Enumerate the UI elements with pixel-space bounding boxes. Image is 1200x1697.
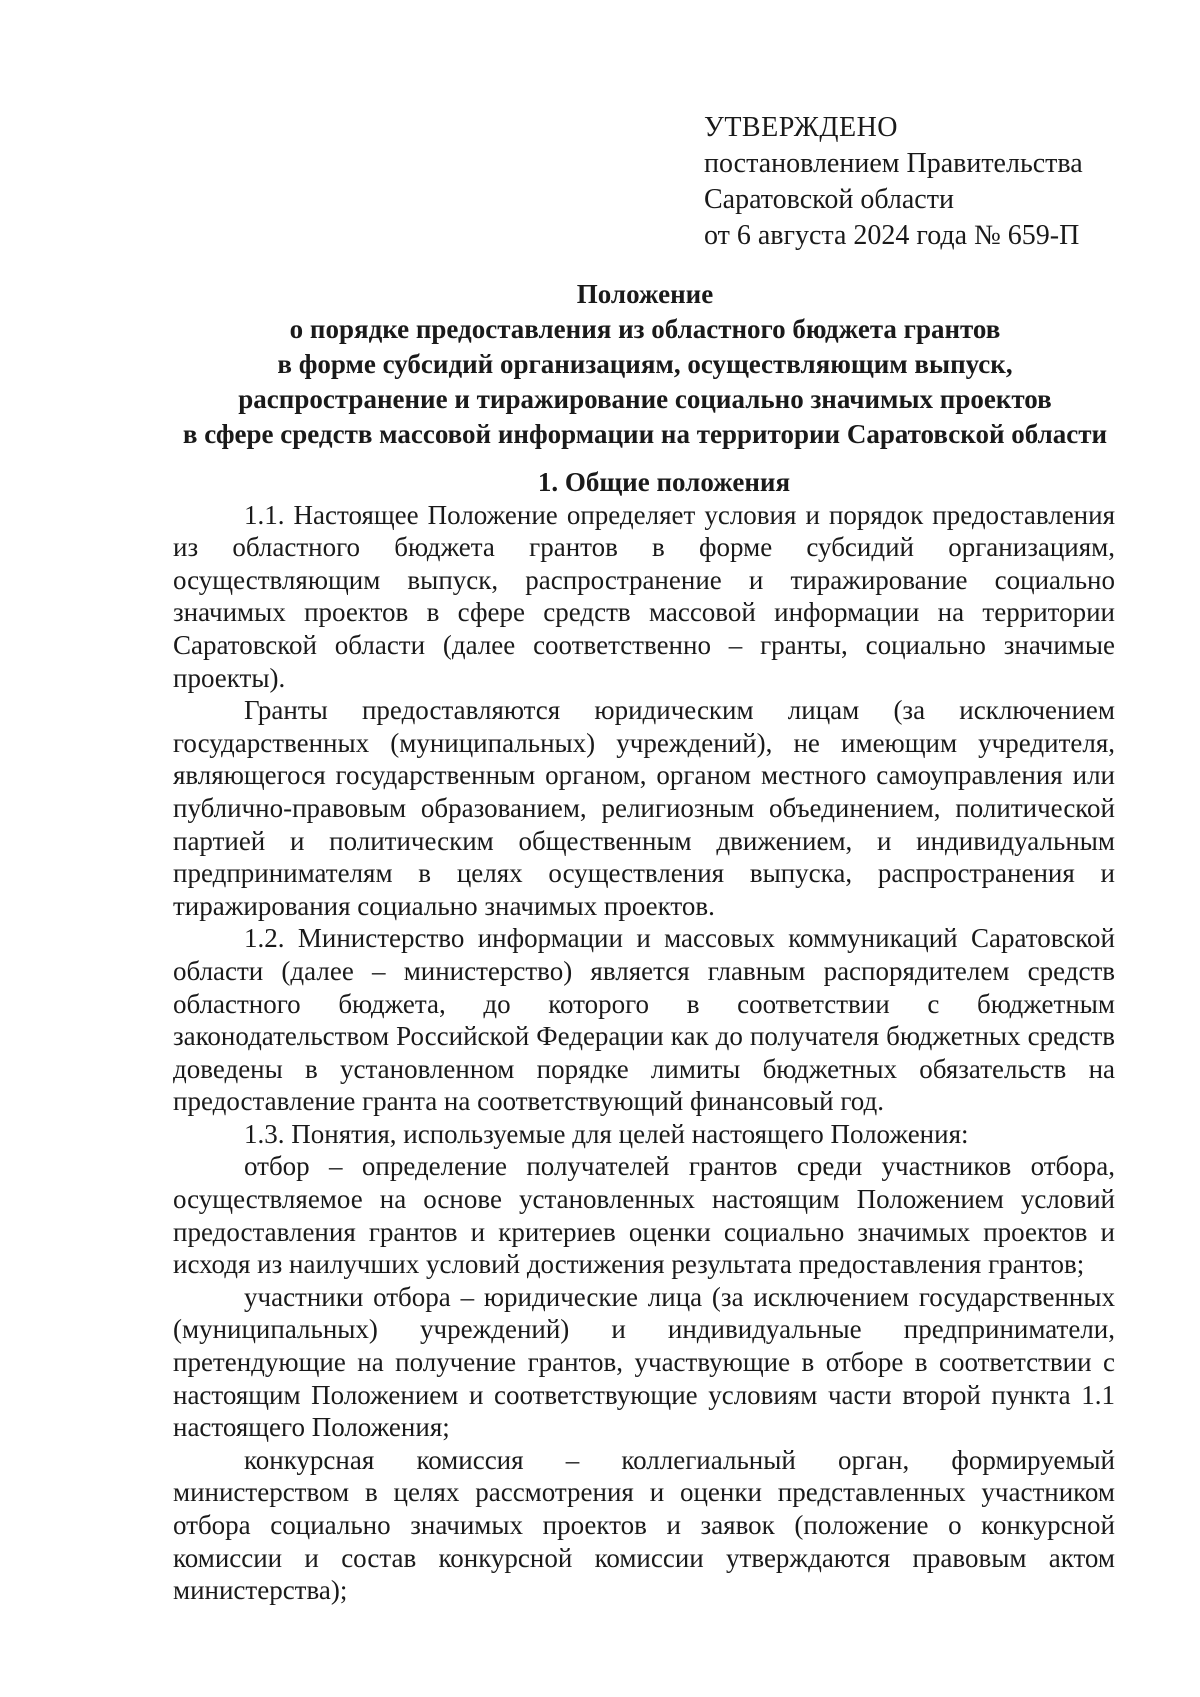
document-body [173,466,1115,1607]
paragraph-definition-participants: участники отбора – юридические лица (за исключением государственных (муниципальных) учреждений) и индивидуальные предприниматели, претендующие на получение грантов, участвующие в отборе в соответствии с настоящим Положением и соответствующие условиям части второй пункта 1.1 настоящего Положения; [173,1281,1115,1443]
paragraph-1-2: 1.2. Министерство информации и массовых коммуникаций Саратовской области (далее – министерство) является главным распорядителем средств областного бюджета, до которого в соответствии с бюджетным законодательством Российской Федерации как до получателя бюджетных средств доведены в установленном порядке лимиты бюджетных обязательств на предоставление гранта на соответствующий финансовый год. [173,923,1115,1117]
title-line-1: Положение [576,279,714,309]
paragraph-definition-commission: конкурсная комиссия – коллегиальный орган, формируемый министерством в целях рассмотрения и оценки представленных участником отбора социально значимых проектов и заявок (положение о конкурсной комиссии и состав конкурсной комиссии утверждаются правовым актом министерства); [173,1444,1115,1606]
approval-line-3: от 6 августа 2024 года № 659-П [704,220,1080,251]
title-line-2: о порядке предоставления из областного бюджета грантов [289,314,1001,344]
paragraph-1-3: 1.3. Понятия, используемые для целей настоящего Положения: [244,1118,969,1149]
approval-line-2: Саратовской области [704,184,954,215]
title-line-3: в форме субсидий организациям, осуществляющим выпуск, [277,349,1013,379]
approval-line-1: постановлением Правительства [704,148,1083,179]
section-heading: 1. Общие положения [537,467,791,497]
document-title [150,277,1140,452]
approval-block [704,110,1124,254]
paragraph-1-1: 1.1. Настоящее Положение определяет условия и порядок предоставления из областного бюджета грантов в форме субсидий организациям, осуществляющим выпуск, распространение и тиражирование социально значимых проектов в сфере средств массовой информации на территории Саратовской области (далее соответственно – гранты, социально значимые проекты). [173,499,1115,693]
approval-stamp: УТВЕРЖДЕНО [704,112,899,143]
title-line-4: распространение и тиражирование социально значимых проектов [238,384,1052,414]
paragraph-grants: Гранты предоставляются юридическим лицам (за исключением государственных (муниципальных) учреждений), не имеющим учредителя, являющегося государственным органом, органом местного самоуправления или публично-правовым образованием, религиозным объединением, политической партией и политическим общественным движением, и индивидуальным предпринимателям в целях осуществления выпуска, распространения и тиражирования социально значимых проектов. [173,695,1115,921]
title-line-5: в сфере средств массовой информации на территории Саратовской области [182,419,1108,449]
paragraph-definition-selection: отбор – определение получателей грантов среди участников отбора, осуществляемое на основе установленных настоящим Положением условий предоставления грантов и критериев оценки социально значимых проектов и исходя из наилучших условий достижения результата предоставления грантов; [173,1151,1115,1280]
